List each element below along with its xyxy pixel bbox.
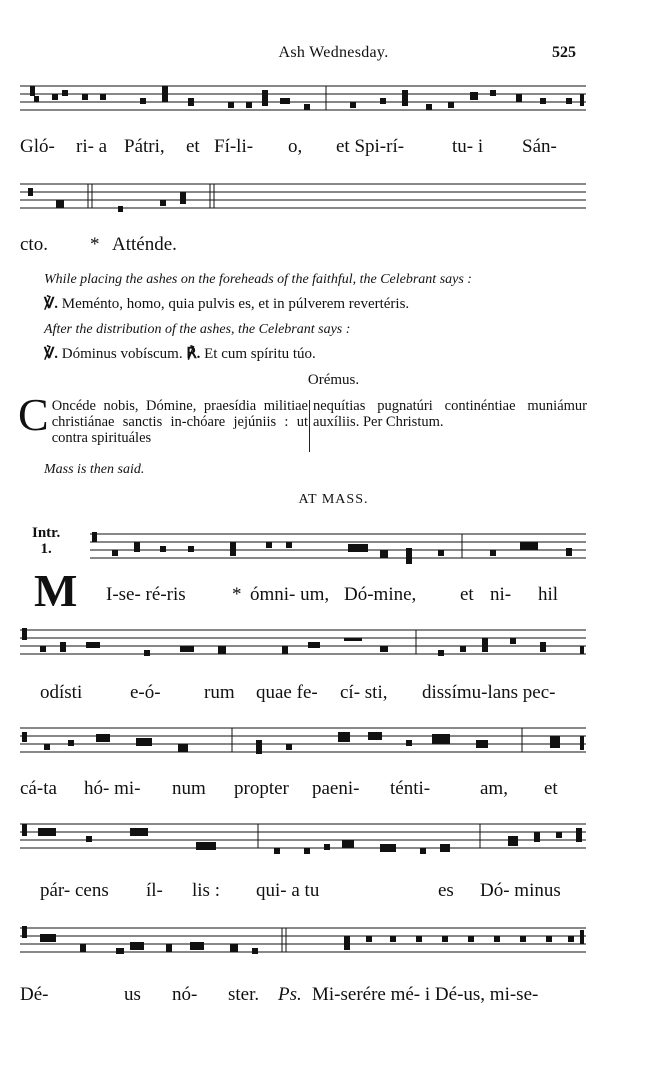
lyric-syllable: I-se- ré-ris <box>106 584 186 605</box>
lyric-syllable: ster. <box>228 984 260 1005</box>
introit-staff-3 <box>20 722 586 762</box>
introit-mode: 1. <box>40 541 52 557</box>
chant-lyrics-2 <box>0 234 667 262</box>
collect-left-column <box>18 389 308 446</box>
introit-initial: M <box>34 565 78 616</box>
introit-label-text: Intr. <box>32 525 61 541</box>
lyric-syllable: Dé- <box>20 984 49 1005</box>
lyric-syllable: o, <box>288 136 303 157</box>
introit-staff-2 <box>20 624 586 664</box>
introit-lyrics-1 <box>0 584 667 612</box>
chant-staff-1 <box>20 80 586 120</box>
versicle-memento <box>44 294 409 313</box>
lyric-syllable: tu- i <box>452 136 484 157</box>
lyric-syllable: Atténde. <box>112 234 177 255</box>
lyric-syllable: Mi-serére mé- i Dé-us, mi-se- <box>312 984 539 1005</box>
versicle-symbol: ℣. <box>44 296 59 312</box>
lyric-syllable: cá-ta <box>20 778 57 799</box>
lyric-syllable: cto. <box>20 234 48 255</box>
introit-lyrics-4 <box>0 880 667 908</box>
lyric-syllable: ni- <box>490 584 512 605</box>
introit-lyrics-2 <box>0 682 667 710</box>
introit-lyrics-5 <box>0 984 667 1012</box>
lyric-syllable: ri- a <box>76 136 108 157</box>
lyric-syllable: et Spi-rí- <box>336 136 405 157</box>
versicle-symbol: ℣. <box>44 346 59 362</box>
lyric-syllable: ténti- <box>390 778 431 799</box>
lyric-syllable: et <box>544 778 558 799</box>
rubric-distribution: After the distribution of the ashes, the Celebrant says : <box>44 322 351 337</box>
lyric-asterisk: * <box>90 234 100 255</box>
introit-lyrics-3 <box>0 778 667 806</box>
lyric-syllable: Dó-mine, <box>344 584 417 605</box>
collect-right-text: nequítias pugnatúri continéntiae muniámur auxíliis. Per Christum. <box>313 398 587 430</box>
lyric-syllable: hó- mi- <box>84 778 141 799</box>
oremus-heading: Orémus. <box>307 372 360 388</box>
lyric-syllable: e-ó- <box>130 682 161 703</box>
section-title: AT MASS. <box>298 492 369 507</box>
lyric-syllable: pár- cens <box>40 880 109 901</box>
introit-staff-4 <box>20 818 586 858</box>
running-header-title: Ash Wednesday. <box>278 44 389 61</box>
lyric-syllable: Pátri, <box>124 136 165 157</box>
lyric-syllable: Gló- <box>20 136 55 157</box>
page-number: 525 <box>552 44 576 61</box>
introit-staff-5 <box>20 922 586 962</box>
lyric-asterisk: * <box>232 584 242 605</box>
introit-label <box>32 525 60 557</box>
lyric-syllable: Sán- <box>522 136 557 157</box>
lyric-syllable: Fí-li- <box>214 136 254 157</box>
lyric-syllable: íl- <box>146 880 163 901</box>
rubric-mass: Mass is then said. <box>44 462 145 477</box>
lyric-syllable: paeni- <box>312 778 360 799</box>
lyric-syllable: num <box>172 778 206 799</box>
lyric-syllable: cí- sti, <box>340 682 388 703</box>
psalm-abbreviation: Ps. <box>278 984 302 1005</box>
lyric-syllable: qui- a tu <box>256 880 320 901</box>
response-text: Et cum spíritu túo. <box>204 346 316 362</box>
lyric-syllable: dissímu-lans pec- <box>422 682 556 703</box>
lyric-syllable: propter <box>234 778 289 799</box>
lyric-syllable: am, <box>480 778 508 799</box>
response-symbol: ℟. <box>186 346 201 362</box>
introit-staff-1 <box>90 528 586 568</box>
lyric-syllable: odísti <box>40 682 83 703</box>
lyric-syllable: nó- <box>172 984 198 1005</box>
lyric-syllable: ómni- um, <box>250 584 330 605</box>
column-divider <box>309 400 310 452</box>
rubric-ashes: While placing the ashes on the foreheads of the faithful, the Celebrant says : <box>44 272 472 287</box>
chant-staff-2 <box>20 178 586 218</box>
versicle-dominus <box>44 344 316 363</box>
lyric-syllable: es <box>438 880 454 901</box>
lyric-syllable: quae fe- <box>256 682 318 703</box>
chant-lyrics-1 <box>0 136 667 164</box>
lyric-syllable: us <box>124 984 141 1005</box>
collect-dropcap: C <box>18 389 49 440</box>
versicle-text: Meménto, homo, quia pulvis es, et in púlverem revertéris. <box>61 296 410 312</box>
lyric-syllable: et <box>460 584 474 605</box>
lyric-syllable: et <box>186 136 200 157</box>
collect-left-text: Oncéde nobis, Dómine, praesídia militiae christiánae sanctis in-chóare jejúniis : ut contra spirituáles <box>51 398 308 446</box>
lyric-syllable: hil <box>538 584 559 605</box>
lyric-syllable: lis : <box>192 880 220 901</box>
versicle-text: Dóminus vobíscum. <box>61 346 183 362</box>
lyric-syllable: Dó- minus <box>480 880 561 901</box>
lyric-syllable: rum <box>204 682 235 703</box>
